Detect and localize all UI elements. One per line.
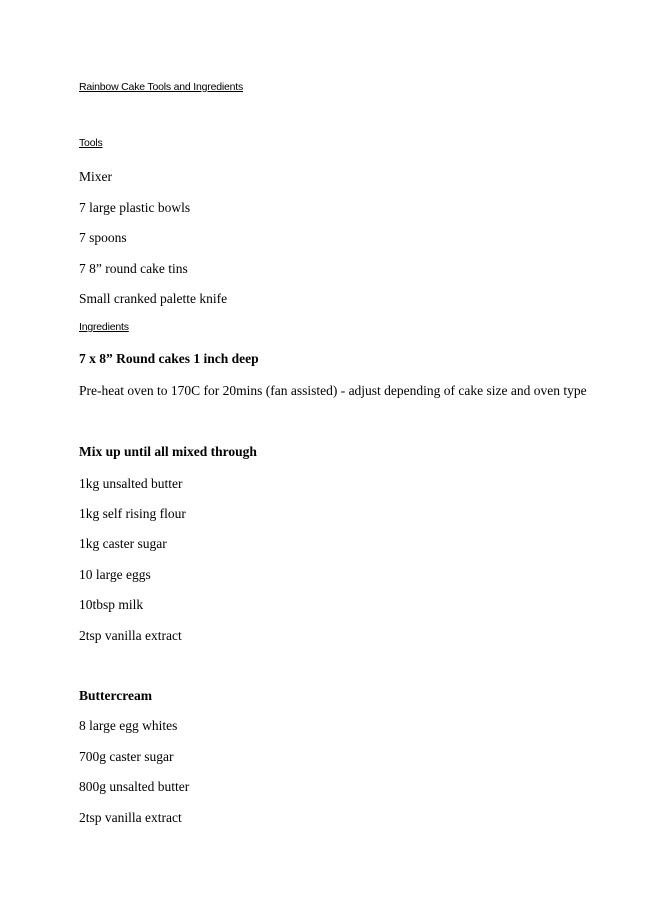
- tool-item: 7 spoons: [79, 230, 127, 245]
- mix-item: 10 large eggs: [79, 567, 151, 582]
- ingredients-heading: Ingredients: [79, 321, 129, 333]
- mix-item: 10tbsp milk: [79, 597, 144, 612]
- buttercream-item: 2tsp vanilla extract: [79, 810, 182, 825]
- tool-item: Small cranked palette knife: [79, 291, 228, 306]
- document-title: Rainbow Cake Tools and Ingredients: [79, 81, 244, 93]
- buttercream-item: 800g unsalted butter: [79, 779, 190, 794]
- tool-item: Mixer: [79, 169, 112, 184]
- oven-note: Pre-heat oven to 170C for 20mins (fan assisted) - adjust depending of cake size and oven type: [79, 383, 587, 398]
- mix-heading: Mix up until all mixed through: [79, 444, 257, 459]
- buttercream-item: 700g caster sugar: [79, 749, 174, 764]
- tool-item: 7 8” round cake tins: [79, 261, 188, 276]
- mix-item: 1kg self rising flour: [79, 506, 186, 521]
- mix-item: 1kg caster sugar: [79, 536, 167, 551]
- buttercream-item: 8 large egg whites: [79, 718, 178, 733]
- tool-item: 7 large plastic bowls: [79, 200, 191, 215]
- buttercream-heading: Buttercream: [79, 688, 152, 703]
- cakes-heading: 7 x 8” Round cakes 1 inch deep: [79, 351, 259, 366]
- mix-item: 2tsp vanilla extract: [79, 628, 182, 643]
- mix-item: 1kg unsalted butter: [79, 476, 183, 491]
- tools-heading: Tools: [79, 137, 103, 149]
